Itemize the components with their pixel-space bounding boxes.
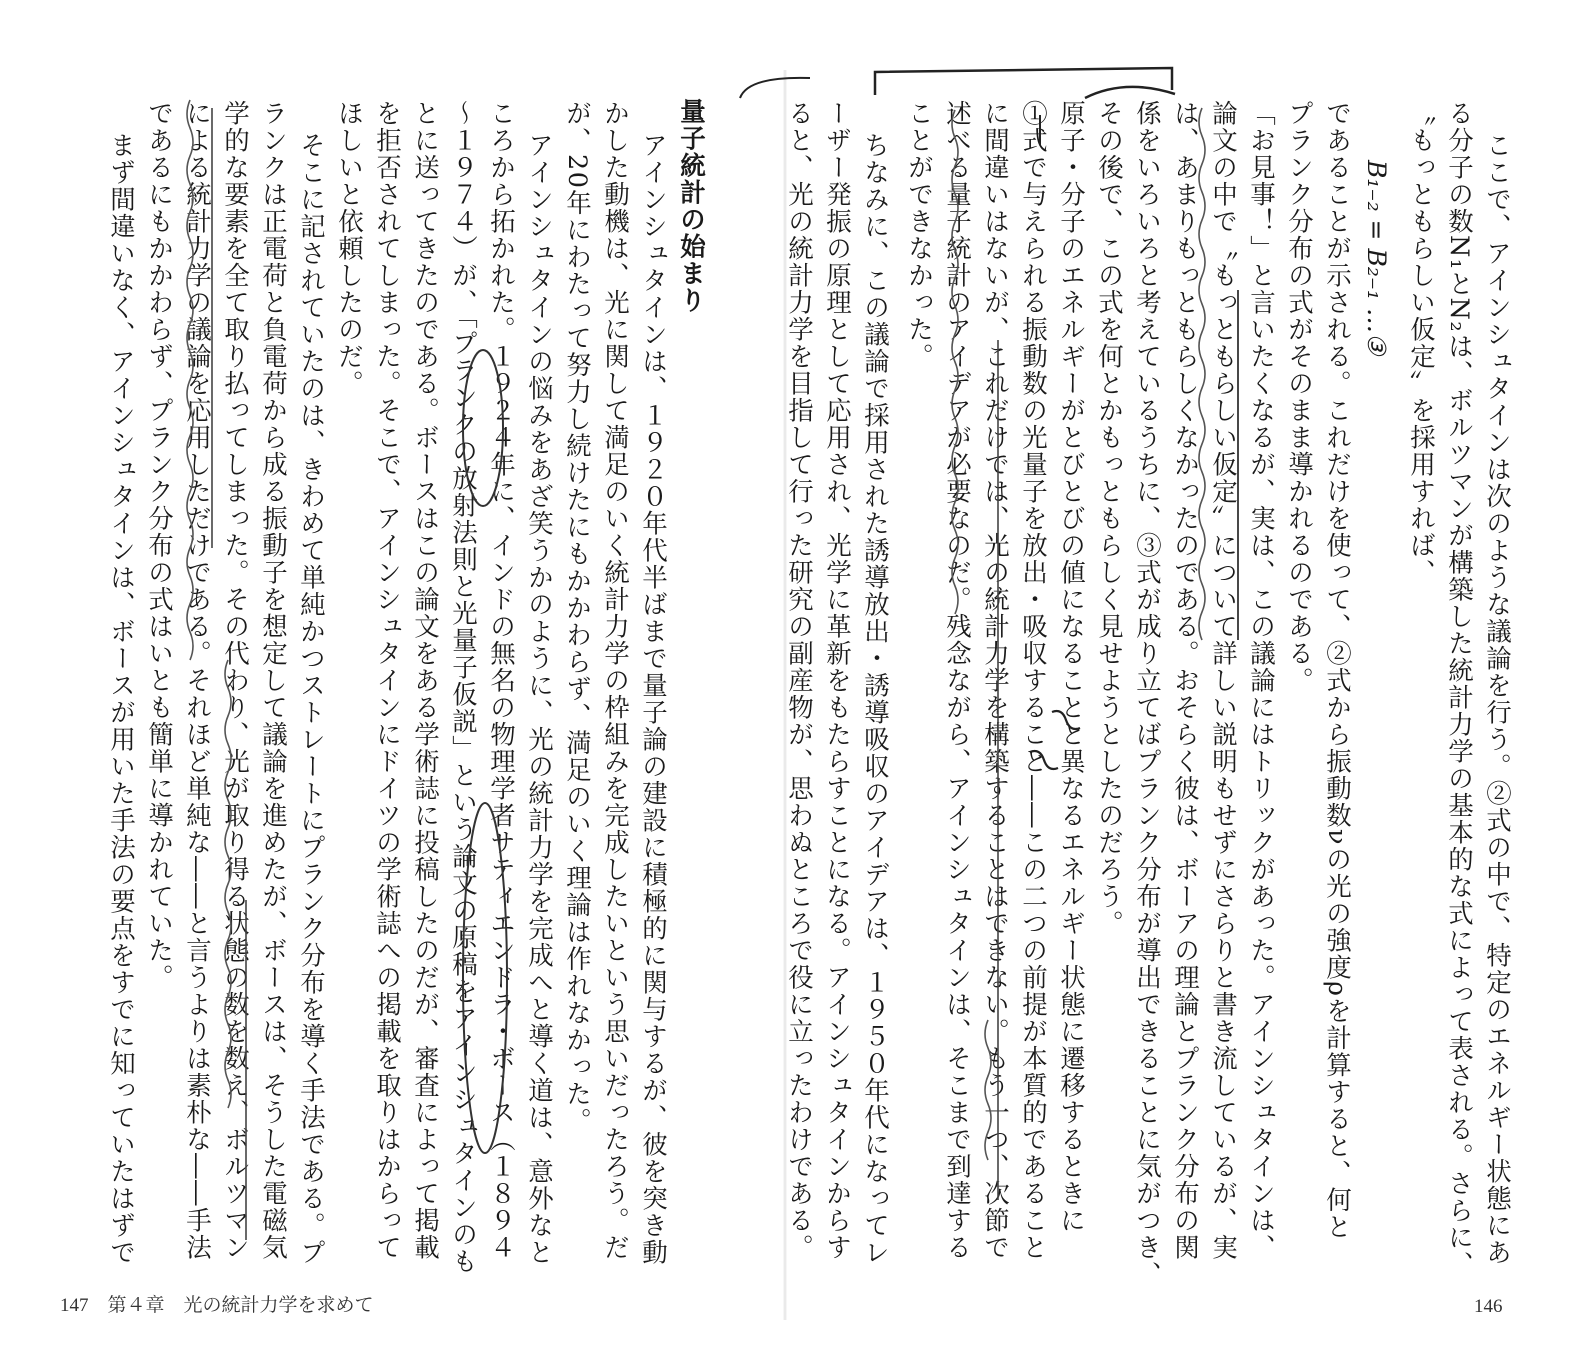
- text-column: ると、光の統計力学を目指して行った研究の副産物が、思わぬところで役に立ったわけである。: [784, 100, 814, 1261]
- text-column: まず間違いなく、アインシュタインは、ボースが用いた手法の要点をすでに知っていたはずで: [106, 132, 136, 1266]
- right-page: [784, 0, 1587, 1354]
- equation-3: B₁₋₂ = B₂₋₁ …③: [1362, 160, 1391, 356]
- text-column: そこに記されていたのは、きわめて単純かつストレートにプランク分布を導く手法である。プ: [296, 132, 326, 1266]
- text-column: ころから拓かれた。１９２４年に、インドの無名の物理学者サティエンドラ・ボース（１８９４: [486, 100, 516, 1261]
- text-column: その後で、この式を何とかもっともらしく見せようとしたのだろう。: [1094, 100, 1124, 937]
- text-column: アインシュタインの悩みをあざ笑うかのように、光の統計力学を完成へと導く道は、意外なと: [524, 132, 554, 1266]
- left-page: [0, 0, 790, 1354]
- text-column: 述べる量子統計のアイデアが必要なのだ。残念ながら、アインシュタインは、そこまで到達する: [942, 100, 972, 1261]
- page-number: 146: [1474, 1296, 1503, 1317]
- text-column: とに送ってきたのである。ボースはこの論文をある学術誌に投稿したのだが、審査によって掲載: [410, 100, 440, 1261]
- page-footer: 147 第４章 光の統計力学を求めて: [60, 1295, 374, 1316]
- text-column: ～１９７４）が、「プランクの放射法則と光量子仮説」という論文の原稿をアインシュタインのも: [448, 100, 478, 1276]
- text-column: 係をいろいろと考えているうちに、③式が成り立てばプランク分布が導出できることに気がつき、: [1132, 100, 1162, 1288]
- text-column: プランク分布の式がそのまま導かれるのである。: [1284, 100, 1314, 694]
- text-column: 「お見事！」と言いたくなるが、実は、この議論にはトリックがあった。アインシュタインは、: [1246, 100, 1276, 1261]
- text-column: 論文の中で〝もっともらしい仮定〟について詳しい説明もせずにさらりと書き流しているが、実: [1208, 100, 1238, 1261]
- text-column: による統計力学の議論を応用しただけである。それほど単純な――と言うよりは素朴な――手法: [182, 100, 212, 1261]
- text-column: 学的な要素を全て取り払ってしまった。その代わり、光が取り得る状態の数を数え、ボルツマン: [220, 100, 250, 1261]
- text-column: 〝もっともらしい仮定〟を採用すれば、: [1406, 100, 1436, 586]
- section-heading: 量子統計の始まり: [676, 98, 706, 314]
- text-column: ほしいと依頼したのだ。: [334, 100, 364, 397]
- text-column: が、20年にわたって努力し続けたにもかかわらず、満足のいく理論は作れなかった。: [562, 100, 592, 1135]
- text-column: に間違いはないが、これだけでは、光の統計力学を構築することはできない。もう一つ、次節で: [980, 100, 1010, 1261]
- text-column: アインシュタインは、１９２０年代半ばまで量子論の建設に積極的に関与するが、彼を突き動: [638, 132, 668, 1266]
- text-column: であるにもかかわらず、プランク分布の式はいとも簡単に導かれていた。: [144, 100, 174, 991]
- text-column: ーザー発振の原理として応用され、光学に革新をもたらすことになる。アインシュタインからす: [822, 100, 852, 1261]
- text-column: であることが示される。これだけを使って、②式から振動数νの光の強度ρを計算すると、何と: [1322, 100, 1352, 1241]
- text-column: ちなみに、この議論で採用された誘導放出・誘導吸収のアイデアは、１９５０年代になってレ: [860, 132, 890, 1266]
- text-column: ランクは正電荷と負電荷から成る振動子を想定して議論を進めたが、ボースは、そうした電磁気: [258, 100, 288, 1261]
- text-column: かした動機は、光に関して満足のいく統計力学の枠組みを完成したいという思いだったろう。だ: [600, 100, 630, 1261]
- text-column: る分子の数N₁とN₂は、ボルツマンが構築した統計力学の基本的な式によって表される。さらに、: [1444, 100, 1474, 1279]
- text-column: ことができなかった。: [904, 100, 934, 370]
- text-column: ①式で与えられる振動数の光量子を放出・吸収すること――この二つの前提が本質的であること: [1018, 100, 1048, 1261]
- text-column: ここで、アインシュタインは次のような議論を行う。②式の中で、特定のエネルギー状態にあ: [1482, 132, 1512, 1266]
- text-column: を拒否されてしまった。そこで、アインシュタインにドイツの学術誌への掲載を取りはからって: [372, 100, 402, 1261]
- text-column: は、あまりもっともらしくなかったのである。おそらく彼は、ボーアの理論とプランク分布の関: [1170, 100, 1200, 1261]
- text-column: 原子・分子のエネルギーがとびとびの値になることと異なるエネルギー状態に遷移するときに: [1056, 100, 1086, 1234]
